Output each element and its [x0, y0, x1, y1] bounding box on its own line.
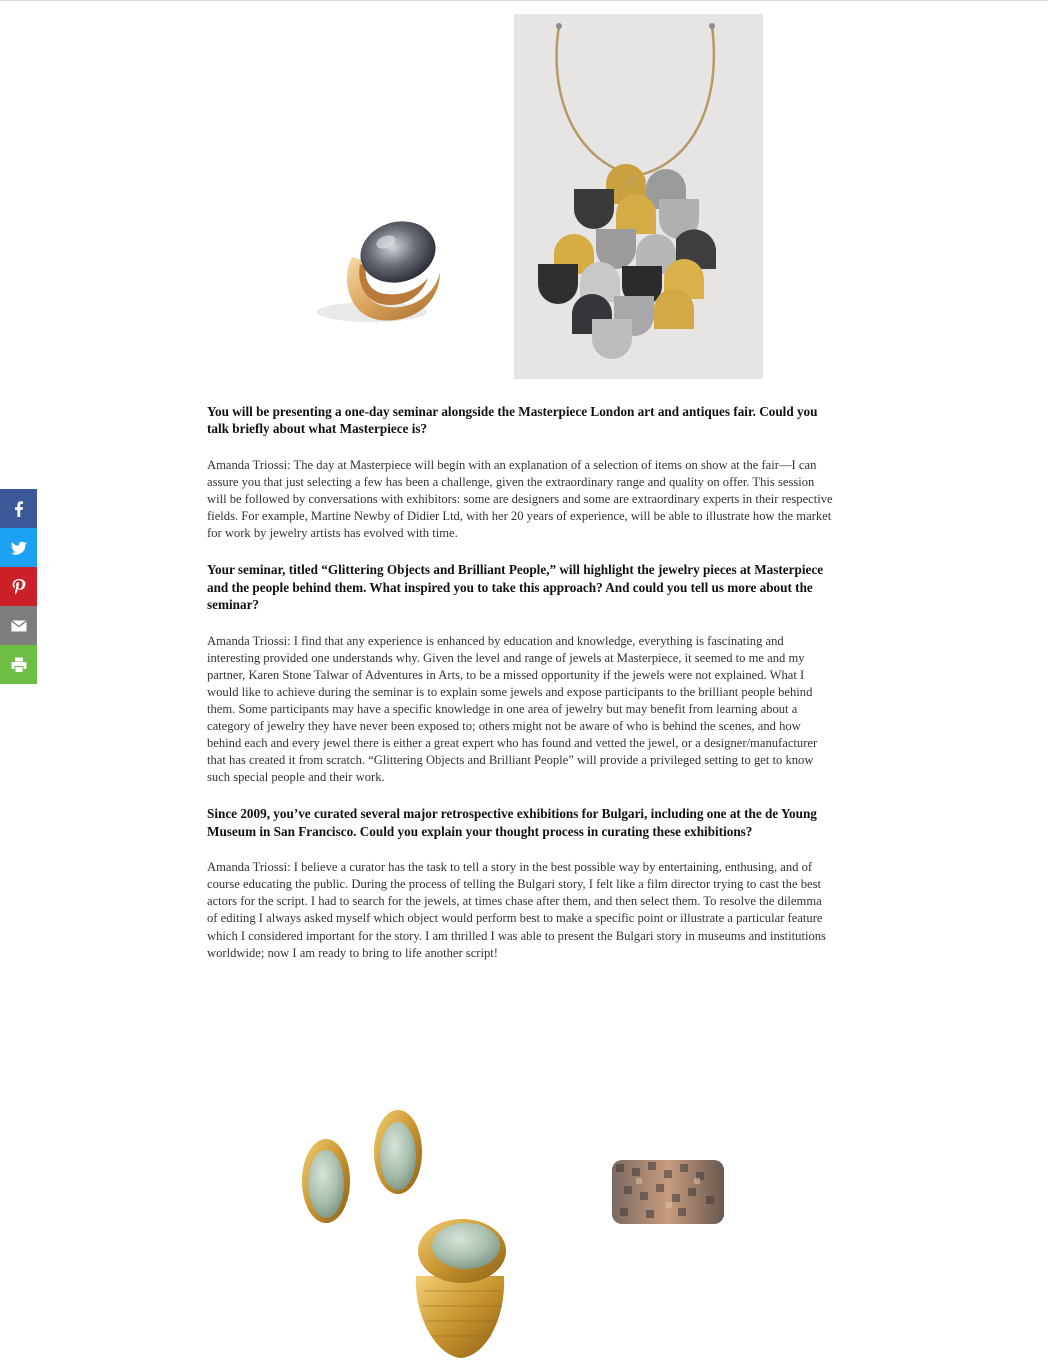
facebook-share-button[interactable] — [0, 489, 37, 528]
pixel-ring-image — [606, 1148, 730, 1234]
interview-article — [207, 403, 835, 981]
twitter-icon — [9, 538, 29, 558]
answer-seminar: Amanda Triossi: I find that any experience is enhanced by education and knowledge, everything is fascinating and interesting provided one understands why. Given the level and range of jewels at Masterpiece, it seemed to me and my partner, Karen Stone Talwar of Adventures in Arts, to be a missed opportunity if the jewels were not explained. What I would like to achieve during the seminar is to explain some jewels and expose participants to the brilliant people behind them. Some participants may have a specific knowledge in one area of jewelry but may benefit from learning about a category of jewelry they have never been exposed to; others might not be aware of who is behind the scenes, and how behind each and every jewel there is either a great expert who has found and vetted the jewel, or a designer/manufacturer that has created it from scratch. “Glittering Objects and Brilliant People” will provide a privileged setting to get to know such special people and their work. — [207, 633, 818, 785]
geometric-necklace-image — [514, 14, 763, 379]
top-divider — [0, 0, 1048, 1]
share-bar — [0, 489, 37, 684]
gold-earrings-ring-image — [296, 1106, 532, 1364]
facebook-icon — [9, 499, 29, 519]
twitter-share-button[interactable] — [0, 528, 37, 567]
pearl-ring-image — [310, 212, 450, 330]
print-share-button[interactable] — [0, 645, 37, 684]
print-icon — [9, 655, 29, 675]
email-icon — [9, 616, 29, 636]
question-masterpiece: You will be presenting a one-day seminar alongside the Masterpiece London art and antiques fair. Could you talk briefly about what Masterpiece is? — [207, 404, 818, 437]
answer-bulgari: Amanda Triossi: I believe a curator has the task to tell a story in the best possible way by entertaining, enthusing, and of course educating the public. During the process of telling the Bulgari story, I felt like a film director trying to cast the best actors for the script. I had to search for the jewels, at times chase after them, and then select them. To resolve the dilemma of editing I always asked myself which object would perform best to make a specific point or illustrate a particular feature which I considered important for the story. I am thrilled I was able to present the Bulgari story in museums and institutions worldwide; now I am ready to bring to life another script! — [207, 860, 826, 960]
answer-masterpiece: Amanda Triossi: The day at Masterpiece will begin with an explanation of a selection of items on show at the fair—I can assure you that just selecting a few has been a challenge, given the extraordinary range and quality on offer. This session will be followed by conversations with exhibitors: some are designers and some are extraordinary experts in their respective fields. For example, Martine Newby of Didier Ltd, with her 20 years of experience, will be able to illustrate how the market for work by jewelry artists has evolved with time. — [207, 457, 833, 541]
question-bulgari: Since 2009, you’ve curated several major retrospective exhibitions for Bulgari, including one at the de Young Museum in San Francisco. Could you explain your thought process in curating these exhibitions? — [207, 806, 817, 839]
pinterest-icon — [9, 577, 29, 597]
email-share-button[interactable] — [0, 606, 37, 645]
pinterest-share-button[interactable] — [0, 567, 37, 606]
question-seminar: Your seminar, titled “Glittering Objects and Brilliant People,” will highlight the jewelry pieces at Masterpiece and the people behind them. What inspired you to take this approach? And could you tell us more about the seminar? — [207, 562, 824, 613]
